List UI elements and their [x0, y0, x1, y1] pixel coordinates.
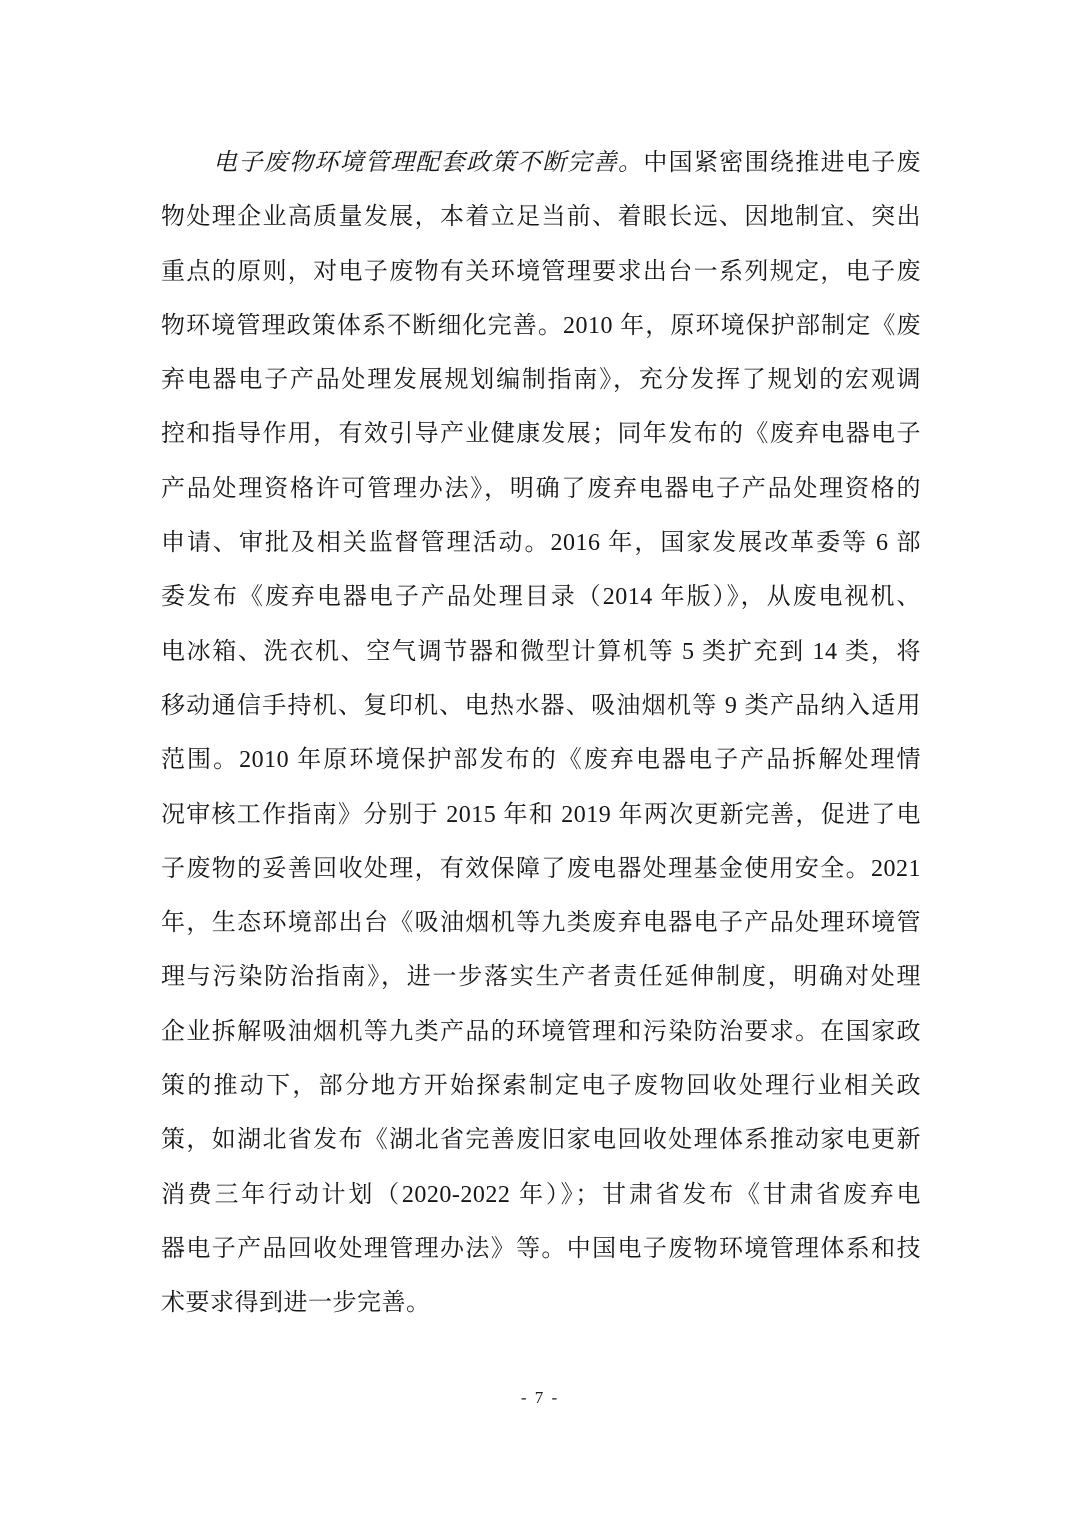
text-line: 术要求得到进一步完善。: [161, 1290, 431, 1317]
text-line: 企业拆解吸油烟机等九类产品的环境管理和污染防治要求。在国家政: [161, 1018, 921, 1045]
paragraph: [161, 136, 921, 1331]
page-footer: [0, 1388, 1080, 1408]
text-line: 况审核工作指南》分别于 2015 年和 2019 年两次更新完善，促进了电: [161, 801, 921, 828]
text-line: 策，如湖北省发布《湖北省完善废旧家电回收处理体系推动家电更新: [161, 1127, 921, 1154]
page-number: - 7 -: [520, 1388, 560, 1407]
text-line: 弃电器电子产品处理发展规划编制指南》，充分发挥了规划的宏观调: [161, 367, 921, 394]
text-line: 范围。2010 年原环境保护部发布的《废弃电器电子产品拆解处理情: [161, 747, 921, 774]
text-line: 物环境管理政策体系不断细化完善。2010 年，原环境保护部制定《废: [161, 312, 921, 339]
text-line: 产品处理资格许可管理办法》，明确了废弃电器电子产品处理资格的: [161, 475, 921, 502]
text-line: 消费三年行动计划（2020-2022 年）》；甘肃省发布《甘肃省废弃电: [161, 1181, 921, 1208]
text-line: [161, 136, 921, 190]
text-line: 器电子产品回收处理管理办法》等。中国电子废物环境管理体系和技: [161, 1235, 921, 1262]
text-line: 移动通信手持机、复印机、电热水器、吸油烟机等 9 类产品纳入适用: [161, 692, 921, 719]
text-line: 年，生态环境部出台《吸油烟机等九类废弃电器电子产品处理环境管: [161, 910, 921, 937]
lead-sentence: 电子废物环境管理配套政策不断完善。: [213, 150, 644, 176]
text-line: 策的推动下，部分地方开始探索制定电子废物回收处理行业相关政: [161, 1073, 921, 1100]
text-line: 重点的原则，对电子废物有关环境管理要求出台一系列规定，电子废: [161, 258, 921, 285]
paragraph-lines: [161, 136, 921, 1331]
text-line: 申请、审批及相关监督管理活动。2016 年，国家发展改革委等 6 部: [161, 530, 921, 557]
text-line: 物处理企业高质量发展，本着立足当前、着眼长远、因地制宜、突出: [161, 204, 921, 231]
text-line: 理与污染防治指南》，进一步落实生产者责任延伸制度，明确对处理: [161, 964, 921, 991]
body-text: 中国紧密围绕推进电子废: [643, 150, 921, 176]
text-line: 委发布《废弃电器电子产品处理目录（2014 年版）》，从废电视机、: [161, 584, 921, 611]
text-line: 控和指导作用，有效引导产业健康发展；同年发布的《废弃电器电子: [161, 421, 921, 448]
text-line: 子废物的妥善回收处理，有效保障了废电器处理基金使用安全。2021: [161, 855, 921, 882]
text-line: 电冰箱、洗衣机、空气调节器和微型计算机等 5 类扩充到 14 类，将: [161, 638, 921, 665]
